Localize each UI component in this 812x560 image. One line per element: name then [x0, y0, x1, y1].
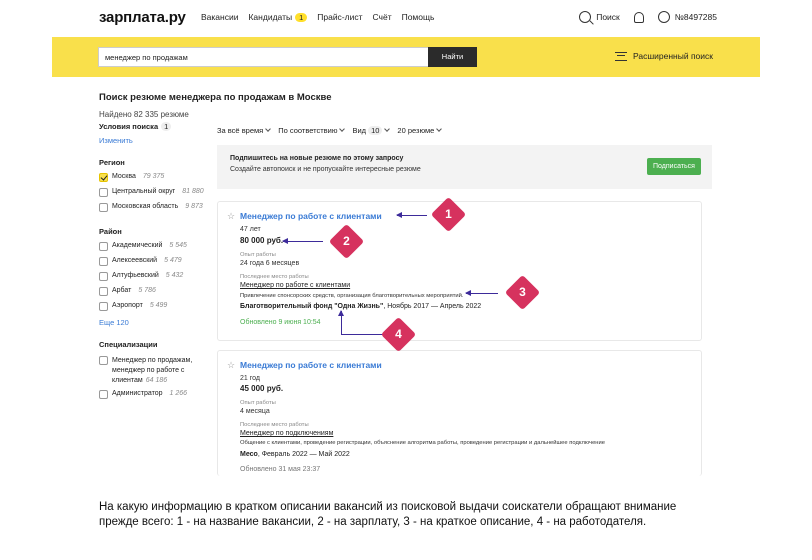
resume-title-link[interactable]: Менеджер по работе с клиентами — [240, 360, 382, 370]
nav-item-account-bill[interactable]: Счёт — [372, 12, 392, 22]
option-label: Аэропорт — [112, 302, 143, 309]
caption-text: На какую информацию в кратком описании вакансий из поисковой выдачи соискатели обращают внимание прежде всего: 1 - на название вакансии, 2 - на зарплату, 3 - на краткое описание, 4 - на работодателя. — [99, 501, 677, 528]
region-option-moscow[interactable] — [99, 173, 164, 182]
annotation-marker-2 — [329, 224, 364, 259]
nav-item-help[interactable]: Помощь — [401, 12, 435, 22]
annotation-arrow-2 — [283, 241, 323, 242]
option-count: 81 880 — [182, 188, 204, 195]
sliders-icon — [615, 52, 627, 61]
option-count: 64 186 — [145, 377, 168, 384]
region-title: Регион — [99, 158, 125, 167]
annotation-arrow-4-horizontal — [341, 334, 385, 335]
period-filter[interactable] — [217, 126, 270, 135]
annotation-marker-1 — [431, 197, 466, 232]
spec-option-sales-manager[interactable] — [99, 356, 192, 386]
search-input[interactable]: менеджер по продажам — [98, 47, 430, 67]
resume-age: 47 лет — [240, 226, 261, 233]
option-label: Центральный округ — [112, 188, 176, 195]
checkbox[interactable] — [99, 272, 108, 281]
main-nav — [201, 12, 434, 22]
change-link[interactable]: Изменить — [99, 136, 133, 145]
checkbox[interactable] — [99, 242, 108, 251]
subscribe-title: Подпишитесь на новые резюме по этому запросу — [230, 155, 404, 162]
experience-label: Опыт работы — [240, 252, 276, 258]
resume-salary: 45 000 руб. — [240, 384, 284, 393]
checkbox[interactable] — [99, 302, 108, 311]
option-count: 5 499 — [149, 302, 168, 309]
top-header — [0, 0, 812, 36]
conditions-badge: 1 — [161, 122, 171, 131]
annotation-marker-4 — [381, 317, 416, 352]
specializations-title: Специализации — [99, 340, 158, 349]
label-line: менеджер по работе с — [112, 367, 185, 374]
subscribe-button[interactable]: Подписаться — [647, 158, 701, 175]
nav-item-label: Кандидаты — [248, 12, 293, 22]
employer-name: Благотворительный фонд "Одна Жизнь" — [240, 303, 384, 310]
district-option[interactable] — [99, 302, 167, 311]
resume-card — [217, 350, 702, 476]
annotation-arrow-4-vertical — [341, 311, 342, 335]
account-number: №8497285 — [674, 12, 717, 22]
job-description: Общение с клиентами, проведение регистрации, объяснение алгоритма работы, проведение регистрации и дальнейшее подключение — [240, 440, 605, 446]
option-label: Администратор — [112, 390, 163, 397]
checkbox[interactable] — [99, 390, 108, 399]
option-label — [112, 356, 192, 386]
option-count: 9 873 — [185, 203, 203, 210]
chevron-down-icon — [385, 126, 391, 132]
label-line: Менеджер по продажам, — [112, 357, 193, 364]
marker-number: 4 — [395, 327, 402, 341]
nav-item-price-list[interactable]: Прайс-лист — [317, 12, 363, 22]
nav-item-candidates[interactable] — [248, 12, 307, 22]
subscribe-banner — [217, 145, 712, 189]
annotation-arrow-1 — [397, 215, 427, 216]
bell-icon — [634, 12, 644, 23]
last-position: Менеджер по работе с клиентами — [240, 282, 351, 289]
chevron-down-icon — [265, 126, 271, 132]
district-option[interactable] — [99, 242, 187, 251]
user-icon — [658, 11, 670, 23]
page-title: Поиск резюме менеджера по продажам в Москве — [99, 92, 332, 103]
option-count: 5 432 — [165, 272, 184, 279]
marker-number: 1 — [445, 207, 452, 221]
nav-item-vacancies[interactable]: Вакансии — [201, 12, 239, 22]
marker-number: 2 — [343, 234, 350, 248]
option-count: 5 479 — [164, 257, 182, 264]
account-button[interactable] — [658, 11, 717, 23]
find-button[interactable]: Найти — [428, 47, 477, 67]
district-option[interactable] — [99, 257, 182, 266]
experience-value: 24 года 6 месяцев — [240, 260, 300, 267]
employer-name: Месо — [240, 451, 258, 458]
filter-label: 20 резюме — [397, 126, 435, 135]
view-filter[interactable] — [352, 126, 389, 135]
star-icon[interactable]: ☆ — [227, 360, 236, 370]
last-job-label: Последнее место работы — [240, 422, 309, 428]
updated-date: Обновлено 31 мая 23:37 — [240, 466, 321, 473]
filter-label: За всё время — [217, 126, 264, 135]
advanced-search-link[interactable] — [615, 51, 713, 61]
resume-title-link[interactable]: Менеджер по работе с клиентами — [240, 211, 382, 221]
option-count: 5 545 — [169, 242, 187, 249]
annotation-marker-3 — [505, 275, 540, 310]
subscribe-subtitle: Создайте автопоиск и не пропускайте интересные резюме — [230, 166, 421, 173]
work-period: , Февраль 2022 — Май 2022 — [257, 451, 350, 458]
spec-option-administrator[interactable] — [99, 390, 187, 399]
conditions-label: Условия поиска — [99, 122, 159, 131]
option-label: Москва — [112, 173, 136, 180]
updated-date: Обновлено 9 июня 10:54 — [240, 319, 321, 326]
region-option-moscow-oblast[interactable] — [99, 203, 203, 212]
label-line: клиентам — [112, 377, 143, 384]
work-period: , Ноябрь 2017 — Апрель 2022 — [383, 303, 482, 310]
option-label: Алексеевский — [112, 257, 158, 264]
header-search-button[interactable] — [579, 11, 620, 23]
region-option-central[interactable] — [99, 188, 204, 197]
district-title: Район — [99, 227, 122, 236]
sort-filter[interactable] — [278, 126, 344, 135]
job-description: Привлечение спонсорских средств, организация благотворительных мероприятий. — [240, 293, 464, 299]
checkbox[interactable] — [99, 173, 108, 182]
resume-age: 21 год — [240, 375, 260, 382]
last-job-label: Последнее место работы — [240, 274, 309, 280]
checkbox[interactable] — [99, 203, 108, 212]
checkbox[interactable] — [99, 356, 108, 365]
option-label: Московская область — [112, 203, 179, 210]
resume-salary: 80 000 руб. — [240, 236, 284, 245]
last-position: Менеджер по подключениям — [240, 430, 334, 437]
filter-label: По соответствию — [278, 126, 338, 135]
district-option[interactable] — [99, 287, 156, 296]
chevron-down-icon — [436, 126, 442, 132]
checkbox[interactable] — [99, 188, 108, 197]
option-label: Академический — [112, 242, 163, 249]
filter-label: Вид — [352, 126, 367, 135]
search-icon — [579, 11, 591, 23]
checkbox[interactable] — [99, 287, 108, 296]
header-actions — [579, 11, 717, 23]
district-option[interactable] — [99, 272, 183, 281]
per-page-filter[interactable] — [397, 126, 441, 135]
candidates-badge: 1 — [295, 13, 307, 22]
experience-label: Опыт работы — [240, 400, 276, 406]
more-districts-link[interactable]: Еще 120 — [99, 318, 129, 327]
option-count: 1 266 — [169, 390, 188, 397]
option-label: Алтуфьевский — [112, 272, 159, 279]
employer-line — [240, 303, 481, 310]
search-band — [52, 37, 760, 77]
option-count: 79 375 — [142, 173, 165, 180]
option-label: Арбат — [112, 287, 132, 294]
search-conditions — [99, 122, 171, 131]
header-search-label: Поиск — [596, 12, 620, 22]
annotation-arrow-3 — [466, 293, 498, 294]
notifications-button[interactable] — [634, 12, 644, 23]
chevron-down-icon — [340, 126, 346, 132]
results-count: Найдено 82 335 резюме — [99, 110, 189, 119]
logo[interactable]: зарплата.ру — [99, 9, 186, 26]
employer-line — [240, 451, 350, 458]
advanced-search-label: Расширенный поиск — [632, 51, 713, 61]
star-icon[interactable]: ☆ — [227, 211, 236, 221]
marker-number: 3 — [519, 285, 526, 299]
option-count: 5 786 — [138, 287, 156, 294]
view-count-badge: 10 — [368, 126, 382, 135]
filters-row — [217, 126, 441, 135]
checkbox[interactable] — [99, 257, 108, 266]
experience-value: 4 месяца — [240, 408, 270, 415]
